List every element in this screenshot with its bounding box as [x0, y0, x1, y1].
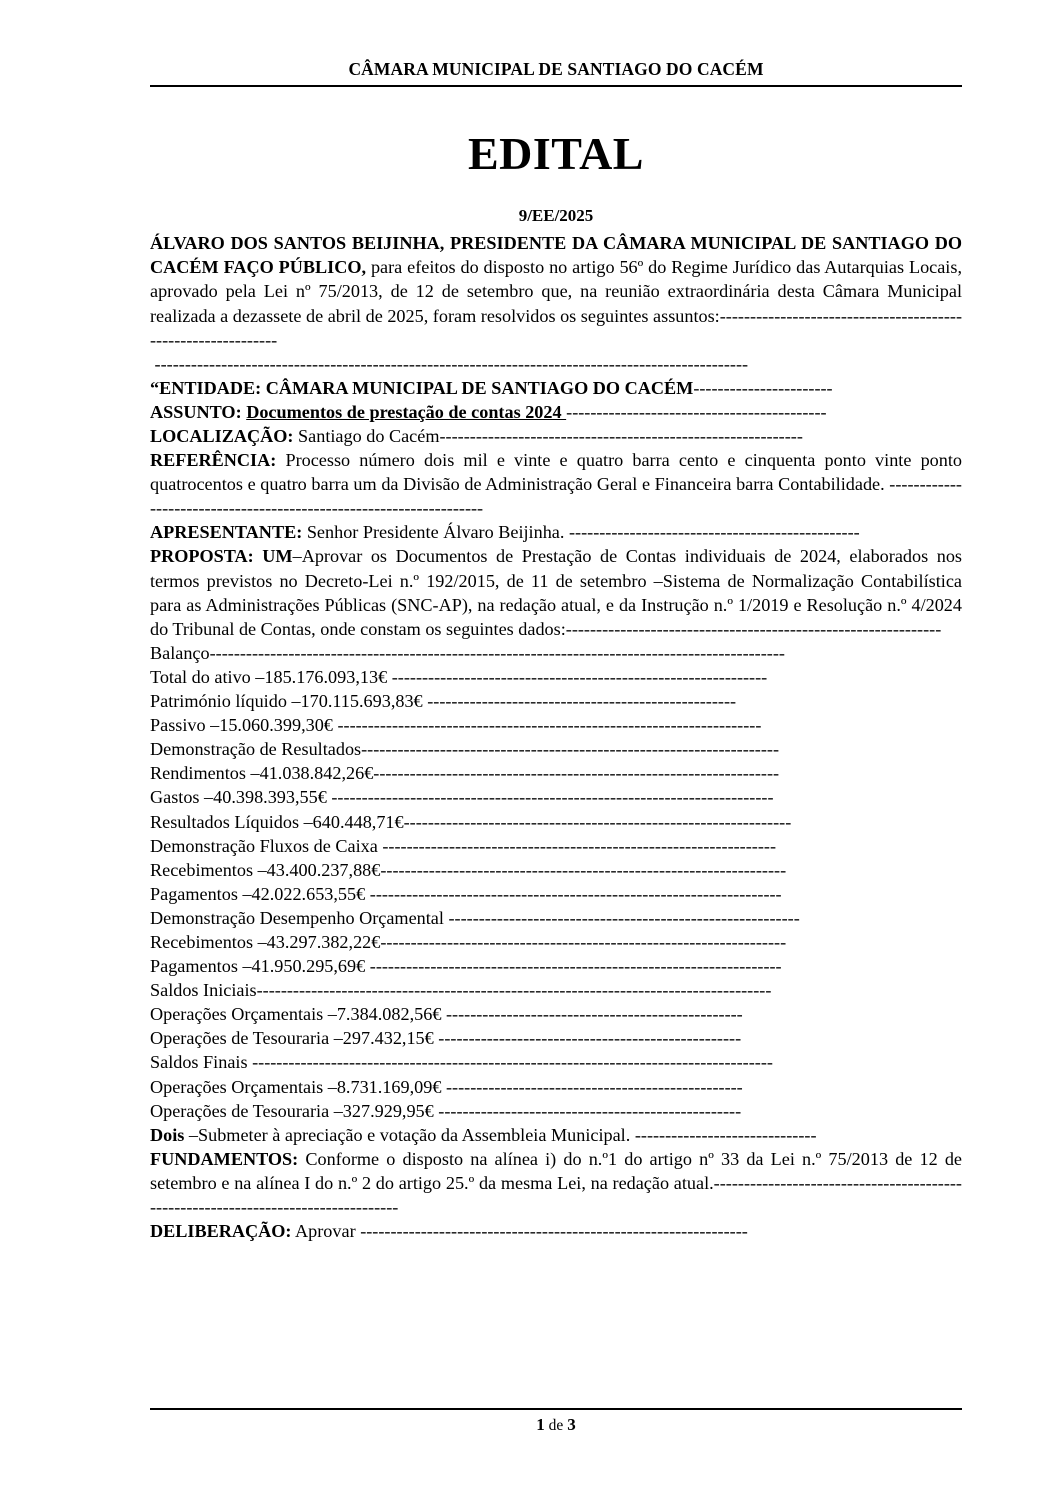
statement-dash-leader: --------------------------------------------------- [427, 691, 737, 712]
apresentante-label: APRESENTANTE: [150, 522, 303, 543]
statement-dash-leader: ------------------------------------------------------------------------------------- [256, 980, 772, 1001]
statement-row-saldos-iniciais-operacoes-tesouraria [150, 1026, 962, 1050]
statement-row-saldos-iniciais-operacoes-orcamentais [150, 1002, 962, 1026]
statement-row-passivo [150, 713, 962, 737]
statement-row-patrimonio-liquido [150, 689, 962, 713]
statement-label: Rendimentos –41.038.842,26€ [150, 763, 374, 784]
field-row-assunto [150, 400, 962, 424]
statement-row-demonstracao-fluxos-caixa [150, 834, 962, 858]
statement-row-total-ativo [150, 665, 962, 689]
statement-dash-leader: --------------------------------------------------------------------- [361, 739, 780, 760]
statement-dash-leader: ----------------------------------------------------------------- [382, 835, 777, 856]
field-row-proposta [150, 544, 962, 640]
statement-label: Operações de Tesouraria –297.432,15€ [150, 1028, 439, 1049]
deliberacao-dash-leader: ---------------------------------------------------------------- [360, 1221, 748, 1242]
fundamentos-dash-leader: ---------------------------------------------------------------------------------- [150, 1172, 962, 1217]
entidade-label: “ENTIDADE: [150, 377, 262, 398]
localizacao-label: LOCALIZAÇÃO: [150, 426, 294, 446]
field-row-entidade [150, 376, 962, 400]
statement-dash-leader: ----------------------------------------------------------------------------------------------- [209, 642, 785, 663]
referencia-value: Processo número dois mil e vinte e quatro barra cento e cinquenta ponto vinte ponto quatrocentos e quatro barra um da Divisão de Administração Geral e Financeira barra Contabilidade. [150, 450, 962, 495]
intro-leader-continuation-row [150, 352, 962, 376]
statement-label: Pagamentos –42.022.653,55€ [150, 883, 370, 904]
proposta-label: PROPOSTA: [150, 546, 254, 567]
statement-label: Passivo –15.060.399,30€ [150, 715, 338, 736]
statement-row-recebimentos-caixa [150, 858, 962, 882]
statement-dash-leader: ---------------------------------------------------------------- [403, 811, 792, 832]
apresentante-dash-leader: ------------------------------------------------ [564, 522, 860, 543]
statement-row-pagamentos-caixa [150, 882, 962, 906]
document-number: 9/EE/2025 [518, 206, 594, 226]
referencia-label: REFERÊNCIA: [150, 450, 277, 471]
localizacao-value: Santiago do Cacém [293, 426, 440, 446]
statement-row-resultados-liquidos [150, 810, 962, 834]
statement-row-saldos-finais-operacoes-tesouraria [150, 1099, 962, 1123]
header-divider [150, 85, 962, 87]
statement-label: Saldos Finais [150, 1052, 253, 1073]
document-body [150, 231, 962, 1243]
statement-label: Operações Orçamentais –8.731.169,09€ [150, 1076, 446, 1097]
statement-dash-leader: ------------------------------------------------- [445, 1076, 743, 1097]
statement-row-recebimentos-orcamental [150, 930, 962, 954]
proposta-item-um: UM [253, 546, 293, 567]
statement-label: Saldos Iniciais [150, 980, 257, 1001]
dois-label: Dois [150, 1124, 185, 1145]
page-number-total: 3 [567, 1415, 576, 1434]
proposta-value: –Aprovar os Documentos de Prestação de Contas individuais de 2024, elaborados nos termos previstos no Decreto-Lei n.º 192/2015, de 11 de setembro –Sistema de Normalização Contabilística para as Administrações Públicas (SNC-AP), na redação atual, e da Instrução n.º 1/2019 e Resolução n.º 4/2024 do Tribunal de Contas, onde constam os seguintes dados: [150, 546, 962, 639]
fundamentos-value: Conforme o disposto na alínea i) do n.º1 do artigo nº 33 da Lei n.º 75/2013 de 12 de setembro e na alínea I do n.º 2 do artigo 25.º da mesma Lei, na redação atual. [150, 1148, 962, 1193]
intro-dash-leader-continuation: -------------------------------------------------------------------------------------------------- [154, 353, 749, 374]
proposal-row-dois [150, 1123, 962, 1147]
statement-label: Pagamentos –41.950.295,69€ [150, 956, 370, 977]
page-number [150, 1415, 962, 1435]
statement-label: Recebimentos –43.400.237,88€ [150, 859, 381, 880]
statement-dash-leader: -------------------------------------------------------------------- [369, 883, 782, 904]
statement-row-balanco [150, 641, 962, 665]
statement-dash-leader: ---------------------------------------------------------------------- [337, 715, 762, 736]
apresentante-value: Senhor Presidente Álvaro Beijinha. [302, 522, 565, 543]
statement-label: Recebimentos –43.297.382,22€ [150, 931, 381, 952]
statement-dash-leader: ------------------------------------------------------------------------- [331, 787, 774, 808]
statement-dash-leader: ---------------------------------------------------------- [448, 907, 800, 928]
field-row-deliberacao [150, 1219, 962, 1243]
statement-dash-leader: ------------------------------------------------- [445, 1004, 743, 1025]
statement-dash-leader: -------------------------------------------------------------------------------------- [252, 1052, 773, 1073]
statement-row-demonstracao-resultados [150, 737, 962, 761]
statement-dash-leader: -------------------------------------------------------------- [391, 666, 768, 687]
statement-dash-leader: -------------------------------------------------- [438, 1028, 742, 1049]
statement-row-demonstracao-desempenho-orcamental [150, 906, 962, 930]
statement-label: Operações de Tesouraria –327.929,95€ [150, 1100, 439, 1121]
intro-dash-leader: ------------------------------------------------------------- [150, 305, 962, 350]
page-number-separator: de [544, 1417, 568, 1434]
statement-label: Resultados Líquidos –640.448,71€ [150, 811, 404, 832]
statement-label: Demonstração Desempenho Orçamental [150, 907, 449, 928]
intro-lead-bold: ÁLVARO DOS SANTOS BEIJINHA, PRESIDENTE DA CÂMARA MUNICIPAL DE SANTIAGO DO CACÉM FAÇO PÚBLICO, [150, 233, 962, 278]
field-row-fundamentos [150, 1147, 962, 1219]
statement-dash-leader: ------------------------------------------------------------------- [380, 859, 787, 880]
statement-dash-leader: -------------------------------------------------- [438, 1100, 742, 1121]
page-number-current: 1 [536, 1415, 545, 1434]
localizacao-dash-leader: ------------------------------------------------------------ [439, 426, 803, 446]
document-header [150, 0, 962, 87]
dois-dash-leader: ------------------------------ [634, 1124, 817, 1145]
statement-label: Património líquido –170.115.693,83€ [150, 691, 428, 712]
statement-dash-leader: -------------------------------------------------------------------- [369, 956, 782, 977]
field-row-apresentante [150, 520, 962, 544]
proposta-dash-leader: -------------------------------------------------------------- [565, 618, 942, 639]
statement-label: Operações Orçamentais –7.384.082,56€ [150, 1004, 446, 1025]
statement-label: Gastos –40.398.393,55€ [150, 787, 332, 808]
header-institution-name: CÂMARA MUNICIPAL DE SANTIAGO DO CACÉM [348, 59, 764, 79]
statement-label: Balanço [150, 642, 210, 663]
deliberacao-label: DELIBERAÇÃO: [150, 1221, 292, 1242]
intro-paragraph [150, 231, 962, 351]
footer-divider [150, 1408, 962, 1410]
statement-dash-leader: ------------------------------------------------------------------- [380, 931, 787, 952]
statement-row-gastos [150, 785, 962, 809]
referencia-dash-leader: ------------------------------------------------------------------- [150, 474, 962, 519]
entidade-value: CÂMARA MUNICIPAL DE SANTIAGO DO CACÉM [261, 377, 694, 398]
dois-value: –Submeter à apreciação e votação da Assembleia Municipal. [184, 1124, 635, 1145]
page-title: EDITAL [468, 128, 644, 180]
statement-label: Total do ativo –185.176.093,13€ [150, 666, 392, 687]
assunto-dash-leader: ------------------------------------------- [566, 401, 827, 422]
statement-row-rendimentos [150, 761, 962, 785]
assunto-value: Documentos de prestação de contas 2024 [246, 401, 567, 422]
field-row-referencia [150, 448, 962, 520]
document-content [150, 0, 962, 1243]
statement-row-saldos-finais-operacoes-orcamentais [150, 1075, 962, 1099]
fundamentos-label: FUNDAMENTOS: [150, 1148, 299, 1169]
statement-label: Demonstração de Resultados [150, 739, 362, 760]
statement-label: Demonstração Fluxos de Caixa [150, 835, 383, 856]
statement-row-pagamentos-orcamental [150, 954, 962, 978]
entidade-dash-leader: ----------------------- [693, 377, 833, 398]
statement-row-saldos-iniciais [150, 978, 962, 1002]
intro-rest-text: para efeitos do disposto no artigo 56º do Regime Jurídico das Autarquias Locais, aprovado pela Lei nº 75/2013, de 12 de setembro que, na reunião extraordinária desta Câmara Municipal realizada a dezassete de abril de 2025, foram resolvidos os seguintes assuntos: [150, 257, 962, 326]
field-row-localizacao [150, 424, 962, 448]
document-footer [150, 1408, 962, 1435]
statement-dash-leader: ------------------------------------------------------------------- [373, 763, 780, 784]
statement-row-saldos-finais [150, 1050, 962, 1074]
assunto-label: ASSUNTO: [150, 401, 242, 422]
financial-statements-list [150, 641, 962, 1123]
deliberacao-value: Aprovar [291, 1221, 361, 1242]
